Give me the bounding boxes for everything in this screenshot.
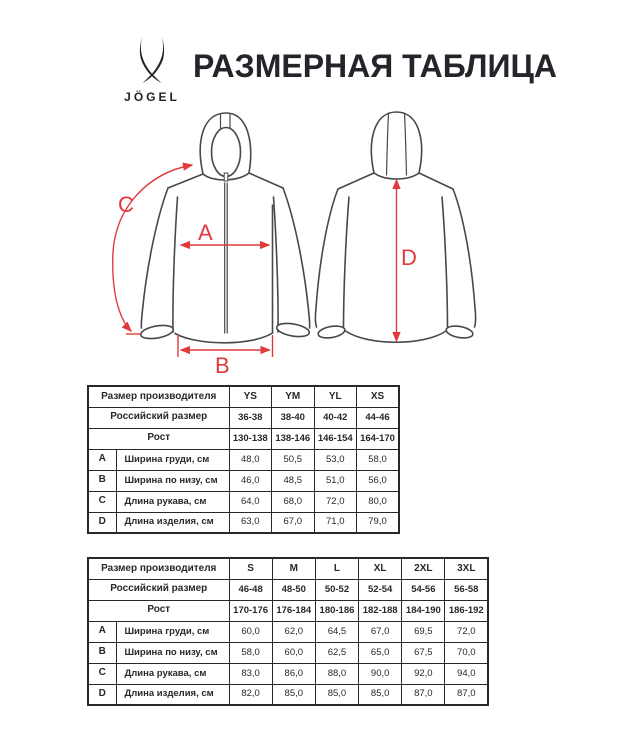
dimension-label: Ширина по низу, см	[116, 642, 229, 663]
measure-value: 58,0	[229, 642, 272, 663]
dimension-letter: D	[88, 512, 116, 533]
brand-wordmark: JÖGEL	[124, 90, 180, 104]
measure-row	[88, 663, 488, 684]
back-left-sleeve	[315, 189, 338, 327]
measure-row	[88, 512, 399, 533]
size-value: 56-58	[445, 579, 488, 600]
size-value: 130-138	[229, 428, 272, 449]
size-table-adult	[87, 557, 489, 706]
size-value: XS	[357, 386, 400, 407]
front-left-cuff	[140, 323, 175, 341]
size-value: M	[272, 558, 315, 579]
measure-value: 87,0	[445, 684, 488, 705]
measure-value: 64,0	[229, 491, 272, 512]
measure-value: 87,0	[402, 684, 445, 705]
measure-row	[88, 470, 399, 491]
dimension-label: Длина изделия, см	[116, 512, 229, 533]
measure-value: 72,0	[445, 621, 488, 642]
measure-value: 64,5	[315, 621, 358, 642]
size-value: 170-176	[229, 600, 272, 621]
measure-value: 69,5	[402, 621, 445, 642]
size-value: S	[229, 558, 272, 579]
measure-value: 67,0	[359, 621, 402, 642]
measure-value: 62,0	[272, 621, 315, 642]
label-b: B	[215, 353, 230, 378]
header-label: Российский размер	[88, 579, 229, 600]
label-c: C	[118, 192, 134, 217]
size-value: 50-52	[315, 579, 358, 600]
measure-value: 71,0	[314, 512, 357, 533]
size-value: 46-48	[229, 579, 272, 600]
measure-row	[88, 449, 399, 470]
measure-value: 72,0	[314, 491, 357, 512]
header-label: Рост	[88, 600, 229, 621]
size-value: YL	[314, 386, 357, 407]
size-value: 44-46	[357, 407, 400, 428]
measure-value: 83,0	[229, 663, 272, 684]
dimension-letter: B	[88, 470, 116, 491]
measure-row	[88, 491, 399, 512]
front-hem	[175, 333, 273, 343]
size-value: 3XL	[445, 558, 488, 579]
front-zipper	[225, 183, 228, 333]
measure-value: 56,0	[357, 470, 400, 491]
measure-value: 68,0	[272, 491, 315, 512]
header-row	[88, 407, 399, 428]
measure-value: 67,0	[272, 512, 315, 533]
size-value: 176-184	[272, 600, 315, 621]
measure-value: 94,0	[445, 663, 488, 684]
size-value: YM	[272, 386, 315, 407]
size-value: 184-190	[402, 600, 445, 621]
label-d: D	[401, 245, 417, 270]
header-row	[88, 600, 488, 621]
back-left-cuff	[317, 324, 345, 340]
measure-value: 88,0	[315, 663, 358, 684]
page-title: РАЗМЕРНАЯ ТАБЛИЦА	[193, 48, 557, 84]
measure-value: 85,0	[272, 684, 315, 705]
back-hem	[346, 331, 447, 342]
size-value: 146-154	[314, 428, 357, 449]
measure-value: 60,0	[229, 621, 272, 642]
back-hood	[371, 112, 421, 173]
size-value: 138-146	[272, 428, 315, 449]
dimension-letter: A	[88, 449, 116, 470]
measure-value: 60,0	[272, 642, 315, 663]
dimension-label: Длина рукава, см	[116, 663, 229, 684]
header-label: Размер производителя	[88, 558, 229, 579]
dimension-letter: D	[88, 684, 116, 705]
measure-value: 62,5	[315, 642, 358, 663]
dimension-letter: C	[88, 491, 116, 512]
size-value: YS	[229, 386, 272, 407]
front-hood	[200, 113, 250, 174]
measure-value: 46,0	[229, 470, 272, 491]
header-row	[88, 558, 488, 579]
back-right-sleeve	[453, 189, 476, 327]
size-value: 54-56	[402, 579, 445, 600]
header-row	[88, 579, 488, 600]
measure-value: 50,5	[272, 449, 315, 470]
dimension-letter: A	[88, 621, 116, 642]
measure-row	[88, 684, 488, 705]
measure-value: 90,0	[359, 663, 402, 684]
size-value: 40-42	[314, 407, 357, 428]
size-value: 180-186	[315, 600, 358, 621]
header-row	[88, 428, 399, 449]
measure-value: 51,0	[314, 470, 357, 491]
front-right-sleeve	[283, 188, 310, 328]
dimension-label: Ширина по низу, см	[116, 470, 229, 491]
size-value: 48-50	[272, 579, 315, 600]
size-value: 38-40	[272, 407, 315, 428]
measure-value: 48,0	[229, 449, 272, 470]
dimension-letter: B	[88, 642, 116, 663]
front-right-cuff	[276, 321, 311, 339]
size-value: XL	[359, 558, 402, 579]
size-value: 186-192	[445, 600, 488, 621]
dimension-label: Ширина груди, см	[116, 449, 229, 470]
measure-value: 82,0	[229, 684, 272, 705]
measure-value: 86,0	[272, 663, 315, 684]
dimension-label: Длина изделия, см	[116, 684, 229, 705]
dimension-letter: C	[88, 663, 116, 684]
measure-row	[88, 642, 488, 663]
measure-value: 85,0	[359, 684, 402, 705]
dimension-label: Длина рукава, см	[116, 491, 229, 512]
back-jacket	[315, 112, 475, 342]
label-a: A	[198, 220, 213, 245]
jacket-diagram	[0, 105, 623, 383]
measure-value: 48,5	[272, 470, 315, 491]
measure-value: 85,0	[315, 684, 358, 705]
front-left-sleeve	[141, 188, 168, 328]
header-label: Рост	[88, 428, 229, 449]
measure-value: 92,0	[402, 663, 445, 684]
size-value: L	[315, 558, 358, 579]
front-jacket	[140, 113, 311, 343]
size-value: 164-170	[357, 428, 400, 449]
size-value: 36-38	[229, 407, 272, 428]
measure-value: 63,0	[229, 512, 272, 533]
measure-value: 65,0	[359, 642, 402, 663]
dimension-label: Ширина груди, см	[116, 621, 229, 642]
measure-value: 58,0	[357, 449, 400, 470]
size-value: 182-188	[359, 600, 402, 621]
zipper-pull	[224, 173, 228, 181]
header-label: Размер производителя	[88, 386, 229, 407]
size-value: 2XL	[402, 558, 445, 579]
size-value: 52-54	[359, 579, 402, 600]
brand-logo	[113, 36, 191, 104]
measure-value: 70,0	[445, 642, 488, 663]
back-right-cuff	[445, 324, 473, 340]
measure-value: 80,0	[357, 491, 400, 512]
header-row	[88, 386, 399, 407]
measure-value: 79,0	[357, 512, 400, 533]
measure-value: 53,0	[314, 449, 357, 470]
header-label: Российский размер	[88, 407, 229, 428]
measure-value: 67,5	[402, 642, 445, 663]
measure-row	[88, 621, 488, 642]
jogel-logo-icon	[135, 36, 169, 86]
size-table-youth	[87, 385, 400, 534]
